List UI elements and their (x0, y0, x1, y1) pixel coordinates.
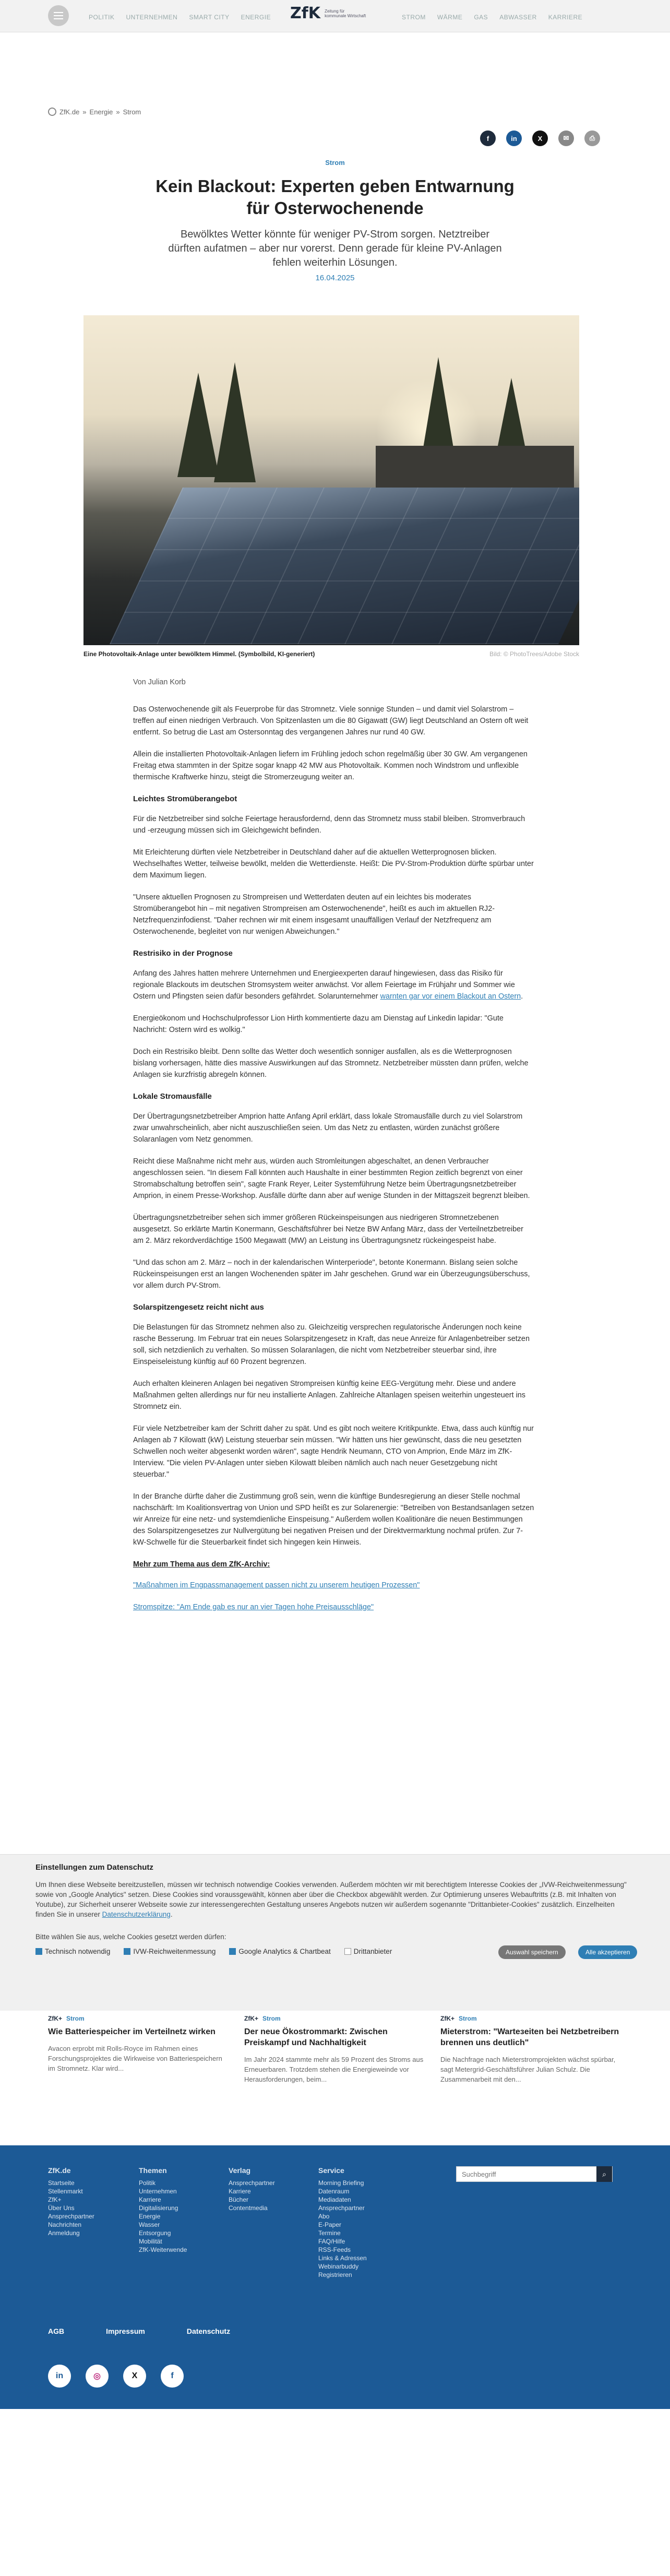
footer-link[interactable]: Morning Briefing (318, 2179, 364, 2187)
kicker-label: Strom (262, 2015, 281, 2022)
blackout-link[interactable]: warnten gar vor einem Blackout an Ostern (380, 992, 521, 1001)
privacy-link[interactable]: Datenschutzerklärung (102, 1910, 171, 1918)
option-label: Drittanbieter (353, 1948, 392, 1955)
footer-heading: Verlag (229, 2166, 251, 2175)
option-label: Google Analytics & Chartbeat (238, 1948, 331, 1955)
subheading: Leichtes Stromüberangebot (133, 794, 237, 803)
chevron-right-icon: » (82, 108, 87, 116)
footer-link[interactable]: Bücher (229, 2196, 249, 2203)
footer-link[interactable]: Contentmedia (229, 2204, 268, 2212)
breadcrumb-item[interactable]: Strom (123, 108, 141, 116)
related-articles (48, 2015, 622, 2084)
footer-link[interactable]: Stellenmarkt (48, 2188, 83, 2195)
footer-link[interactable]: Politik (139, 2179, 156, 2187)
paragraph: Energieökonom und Hochschulprofessor Lion Hirth kommentierte dazu am Dienstag auf Linkedin lapidar: "Gute Nachricht: Ostern wird es wolkig." (133, 1014, 504, 1034)
footer-link[interactable]: Nachrichten (48, 2221, 82, 2228)
nav-item[interactable]: STROM (402, 14, 426, 21)
paragraph: Reicht diese Maßnahme nicht mehr aus, würden auch Stromleitungen abgeschaltet, an denen Verbraucher angeschlossen seien. "In diesem Fall könnten auch Haushalte in einer bestimmten Region zeitlich begrenzt von einer Stromabschaltung betroffen sein", sagte Frank Reyer, Leiter Systemführung Netze beim Übertragungsnetzbetreiber Amprion, in einem Presse-Workshop. Ausfälle dürfte dann aber auf wenige Stunden in der Mittagszeit begrenzt bleiben. (133, 1157, 530, 1200)
card-teaser: Im Jahr 2024 stammte mehr als 59 Prozent des Stroms aus Erneuerbaren. Trotzdem stehen die Energieweinde vor Herausforderungen, beim... (244, 2056, 424, 2083)
related-card[interactable] (48, 2015, 229, 2084)
house-roof (376, 446, 574, 493)
footer-link[interactable]: Energie (139, 2213, 161, 2220)
footer-link[interactable]: Abo (318, 2213, 330, 2220)
paragraph: Für die Netzbetreiber sind solche Feiertage herausfordernd, denn das Stromnetz muss stabil bleiben. Stromverbrauch und -erzeugung müssen sich im Gleichgewicht befinden. (133, 815, 525, 835)
footer-link[interactable]: Datenraum (318, 2188, 350, 2195)
paragraph: Mit Erleichterung dürften viele Netzbetreiber in Deutschland daher auf die aktuellen Wetterprognosen blicken. Wechselhaftes Wetter, teilweise bewölkt, melden die Wetterdienste. Heißt: Die PV-Strom-Produktion dürfte spürbar unter dem Maximum liegen. (133, 848, 534, 880)
footer-link[interactable]: Karriere (229, 2188, 251, 2195)
paragraph: Übertragungsnetzbetreiber sehen sich immer größeren Rückeinspeisungen aus niedrigeren Stromnetzebenen ausgesetzt. So erklärte Martin Konermann, Geschäftsführer bei Netze BW Anfang März, dass der Verteilnetzbetreiber am 2. März rekordverdächtige 1500 Megawatt (MW) an Leistung ins Übertragungsnetz rückeingespeist habe. (133, 1214, 523, 1245)
article-title: Kein Blackout: Experten geben Entwarnung für Osterwochenende (155, 176, 515, 218)
hamburger-icon (54, 15, 63, 16)
article-date: 16.04.2025 (315, 274, 355, 282)
kicker-label: Strom (459, 2015, 477, 2022)
footer-link[interactable]: Ansprechpartner (318, 2204, 365, 2212)
card-teaser: Avacon erprobt mit Rolls-Royce im Rahmen eines Forschungsprojektes die Wirkweise von Batteriespeichern im Stromnetz. Klar wird... (48, 2045, 222, 2072)
kicker-label: Strom (66, 2015, 85, 2022)
nav-right (402, 14, 582, 21)
image-caption: Eine Photovoltaik-Anlage unter bewölktem Himmel. (Symbolbild, KI-generiert) (83, 650, 315, 658)
top-header (0, 0, 670, 32)
checkbox-checked-icon[interactable] (35, 1948, 42, 1955)
brand-badge: ZfK+ (244, 2015, 258, 2022)
share-bar (480, 130, 600, 146)
footer-link[interactable]: Über Uns (48, 2204, 75, 2212)
footer-heading: Service (318, 2166, 344, 2175)
card-title[interactable]: Mieterstrom: "Warteзeiten bei Netzbetreibern brennen uns deutlich" (440, 2027, 619, 2047)
footer-link[interactable]: Anmeldung (48, 2229, 80, 2237)
card-kicker (48, 2015, 229, 2022)
image-credit: Bild: © PhotoTrees/Adobe Stock (489, 650, 579, 658)
cookie-option-analytics[interactable] (229, 1948, 330, 1955)
paragraph: Für viele Netzbetreiber kam der Schritt daher zu spät. Und es gibt noch weitere Kritikpunkte. Etwa, dass auch künftig nur Anlagen ab 7 Kilowatt (kW) Leistung steuerbar sein müssen. "Wir hätten uns hier gewünscht, dass die neu gesetzten Schwellen noch weiter abgesenkt worden wären", sagte Hendrik Neumann, CTO von Amprion, Ende März im ZfK-Interview. "Die vielen PV-Anlagen unter sieben Kilowatt bleiben nämlich auch nach neuer Gesetzgebung nicht steuerbar." (133, 1424, 534, 1479)
paragraph: Auch erhalten kleineren Anlagen bei negativen Strompreisen künftig keine EEG-Vergütung mehr. Diese und andere Maßnahmen gelten allerdings nur für neu installierte Anlagen. Zahlreiche Altanlagen speisen weiterhin ungesteuert ins Stromnetz ein. (133, 1380, 525, 1411)
logo-subtitle: Zeitung für kommunale Wirtschaft (325, 8, 366, 18)
footer-social (48, 2365, 184, 2388)
footer-link[interactable]: Links & Adressen (318, 2254, 367, 2262)
card-title[interactable]: Der neue Ökostrommarkt: Zwischen Preiskampf und Nachhaltigkeit (244, 2027, 388, 2047)
paragraph: Die Belastungen für das Stromnetz nehmen also zu. Gleichzeitig versprechen regulatorische Änderungen noch keine rasche Besserung. Im Februar trat ein neues Solarspitzengesetz in Kraft, das neue Anreize für Anlagenbetreiber setzen soll, sich netzdienlich zu verhalten. So müssen Solaranlagen, die nicht vom Netzbetreiber steuerbar sind, ihre Einspeiseleistung künftig auf 60 Prozent begrenzen. (133, 1323, 530, 1366)
article-kicker: Strom (325, 159, 345, 167)
subheading: Solarspitzengesetz reicht nicht aus (133, 1303, 264, 1312)
solar-panels (110, 488, 579, 644)
footer-link[interactable]: Entsorgung (139, 2229, 171, 2237)
instagram-icon[interactable]: ◎ (86, 2365, 109, 2388)
footer-link[interactable]: Wasser (139, 2221, 160, 2228)
subheading: Restrisiko in der Prognose (133, 949, 233, 958)
nav-item[interactable]: ABWASSER (499, 14, 537, 21)
paragraph: Allein die installierten Photovoltaik-Anlagen liefern im Frühling jedoch schon regelmäßig über 30 GW. Am vergangenen Freitag etwa stammten in der Spitze sogar knapp 42 MW aus Photovoltaik. Kommen noch Windstrom und unflexible thermische Kraftwerke hinzu, steigt die Stromerzeugung weiter an. (133, 750, 528, 781)
facebook-icon[interactable]: f (480, 130, 496, 146)
cookie-text: Um Ihnen diese Webseite bereitzustellen, müssen wir technisch notwendige Cookies verwenden. Außerdem möchten wir mit berechtigtem Interesse Cookies der „IVW-Reichweitenmessung" sowie von „Google Analytics" setzen. Diese Cookies sind voraussgewählt, können aber über die Checkbox abgewählt werden. Zur Optimierung unseres Webauftritts (z.B. mit Inhalten von Youtube), zur Sicherheit unserer Webseite sowie zur interessengerechten Gestaltung unseres Angebots nutzen wir außerdem sogenannte "Drittanbieter-Cookies" zusätzlich. Einzelheiten finden Sie in unserer Datenschutzerklärung. (35, 1881, 627, 1918)
menu-button[interactable] (48, 5, 69, 26)
brand-badge: ZfK+ (440, 2015, 454, 2022)
breadcrumb (48, 108, 141, 116)
footer-link[interactable]: Ansprechpartner (229, 2179, 275, 2187)
logo-text: ZfK (290, 4, 321, 22)
paragraph: "Und das schon am 2. März – noch in der kalendarischen Winterperiode", betonte Konermann. Bislang seien solche Rückeinspeisungen erst an langen Wochenenden später im Jahr geschehen. Grund war ein Überzeugungsüberschuss, vor allem durch PV-Strom. (133, 1259, 530, 1290)
cookie-question: Bitte wählen Sie aus, welche Cookies gesetzt werden dürfen: (35, 1933, 226, 1941)
cookie-banner (0, 1854, 670, 2011)
more-heading: Mehr zum Thema aus dem ZfK-Archiv: (133, 1560, 270, 1569)
cookie-title: Einstellungen zum Datenschutz (35, 1863, 153, 1872)
brand-badge: ZfK+ (48, 2015, 62, 2022)
footer-link[interactable]: ZfK+ (48, 2196, 62, 2203)
site-logo[interactable] (290, 4, 366, 22)
breadcrumb-item[interactable]: Energie (89, 108, 113, 116)
footer-search (456, 2166, 613, 2182)
card-kicker (244, 2015, 425, 2022)
cookie-option-necessary[interactable] (35, 1948, 110, 1955)
footer-heading: Themen (139, 2166, 167, 2175)
author: Von Julian Korb (133, 678, 186, 686)
card-kicker (440, 2015, 621, 2022)
article-lead: Bewölktes Wetter könnte für weniger PV-Strom sorgen. Netztreiber dürften aufatmen – aber nur vorerst. Denn gerade für kleine PV-Anlagen fehlen weiterhin Lösungen. (168, 229, 502, 268)
accept-all-button[interactable]: Alle akzeptieren (578, 1945, 637, 1959)
footer-heading: ZfK.de (48, 2166, 71, 2175)
card-teaser: Die Nachfrage nach Mieterstromprojekten wächst spürbar, sagt Metergrid-Geschäftsführer Julian Schulz. Die Zusammenarbeit mit den... (440, 2056, 616, 2083)
paragraph: Doch ein Restrisiko bleibt. Denn sollte das Wetter doch wesentlich sonniger ausfallen, als es die Wetterprognosen bislang vorhersagen, hätte dies massive Auswirkungen auf das Stromnetz. Netzbetreiber müssten dann prüfen, welche Anlagen sie kurzfristig abregeln können. (133, 1048, 529, 1079)
agb-link[interactable]: AGB (48, 2327, 65, 2335)
print-icon[interactable]: ⎙ (584, 130, 600, 146)
checkbox-checked-icon[interactable] (124, 1948, 130, 1955)
paragraph: Anfang des Jahres hatten mehrere Unternehmen und Energieexperten darauf hingewiesen, dass das Risiko für regionale Blackouts im deutschen Stromsystem weiter anwächst. Vor allem Feiertage im Frühjahr und Sommer wie Ostern und Pfingsten seien dafür besonders gefährdet. Solarunternehmer warnten gar vor einem Blackout an Ostern. (133, 969, 523, 1001)
footer-link[interactable]: Registrieren (318, 2271, 352, 2278)
nav-item[interactable]: UNTERNEHMEN (126, 14, 178, 21)
card-title[interactable]: Wie Batteriespeicher im Verteilnetz wirken (48, 2027, 216, 2036)
footer-link[interactable]: Unternehmen (139, 2188, 177, 2195)
option-label: IVW-Reichweitenmessung (133, 1948, 216, 1955)
footer-link[interactable]: Karriere (139, 2196, 161, 2203)
footer-link[interactable]: Termine (318, 2229, 341, 2237)
footer-link[interactable]: Ansprechpartner (48, 2213, 94, 2220)
nav-item[interactable]: WÄRME (437, 14, 463, 21)
nav-left (89, 14, 271, 21)
nav-item[interactable]: KARRIERE (548, 14, 583, 21)
save-selection-button[interactable]: Auswahl speichern (498, 1945, 566, 1959)
facebook-icon[interactable]: f (161, 2365, 184, 2388)
subheading: Lokale Stromausfälle (133, 1092, 212, 1101)
cookie-option-third-party[interactable] (344, 1948, 392, 1955)
footer-link[interactable]: Startseite (48, 2179, 75, 2187)
x-icon[interactable]: X (123, 2365, 146, 2388)
paragraph: In der Branche dürfte daher die Zustimmung groß sein, wenn die künftige Bundesregierung an dieser Stelle nochmal nachschärft: Im Koalitionsvertrag von Union und SPD heißt es zur Solarenergie: "Betreiben von Bestandsanlagen setzen wir Anreize für eine netz- und systemdienliche Einspeisung." Außerdem wollen Koalitionäre die neuen Bestimmungen des Solarspitzengesetzes zur Nullvergütung bei negativen Preisen und der Direktvermarktung nochmal prüfen. Zur 7-kW-Schwelle für die Steuerbarkeit findet sich hingegen kein Hinweis. (133, 1492, 534, 1547)
footer-col-themen (139, 2166, 187, 2254)
footer-link[interactable]: Mobilität (139, 2238, 162, 2245)
tree-shape (214, 362, 256, 482)
tree-shape (177, 373, 219, 477)
footer-link[interactable]: E-Paper (318, 2221, 342, 2228)
footer-link[interactable]: Webinarbuddy (318, 2263, 359, 2270)
footer-col-zfk (48, 2166, 94, 2237)
cookie-body: Um Ihnen diese Webseite bereitzustellen, müssen wir technisch notwendige Cookies verwenden. Außerdem möchten wir mit berechtigtem Interesse Cookies der „IVW-Reichweitenmessung" sowie von „Google Analytics" setzen. Diese Cookies sind voraussgewählt, können aber über die Checkbox abgewählt werden. Zur Optimierung unseres Webauftritts (z.B. mit Inhalten von Youtube), zur Sicherheit unserer Webseite sowie zur interessengerechten Gestaltung unseres Angebots nutzen wir außerdem sogenannte "Drittanbieter-Cookies" zusätzlich. Einzelheiten finden Sie in unserer (35, 1881, 627, 1918)
archive-link[interactable]: Stromspitze: "Am Ende gab es nur an vier Tagen hohe Preisausschläge" (133, 1603, 374, 1611)
paragraph: Das Osterwochenende gilt als Feuerprobe für das Stromnetz. Viele sonnige Stunden – und damit viel Solarstrom – treffen auf einen niedrigen Verbrauch. Von Spitzenlasten um die 80 Gigawatt (GW) liegt Deutschland an Ostern oft weit entfernt. So betrug die Last am Ostersonntag des vergangenen Jahres nur rund 40 GW. (133, 705, 529, 737)
option-label: Technisch notwendig (45, 1948, 111, 1955)
paragraph-text: Anfang des Jahres hatten mehrere Unternehmen und Energieexperten darauf hingewiesen, dass das Risiko für regionale Blackouts im deutschen Stromsystem weiter anwächst. Vor allem Feiertage im Frühjahr und Sommer wie Ostern und Pfingsten seien dafür besonders gefährdet. Solarunternehmer (133, 969, 515, 1001)
chevron-right-icon: » (116, 108, 120, 116)
search-icon[interactable]: ⌕ (596, 2166, 612, 2182)
datenschutz-link[interactable]: Datenschutz (186, 2327, 231, 2335)
search-input[interactable] (457, 2167, 596, 2181)
footer-col-service (318, 2166, 367, 2279)
footer-legal-links (48, 2327, 230, 2335)
nav-item[interactable]: SMART CITY (189, 14, 230, 21)
footer-link[interactable]: Digitalisierung (139, 2204, 178, 2212)
linkedin-icon[interactable]: in (506, 130, 522, 146)
archive-link[interactable]: "Maßnahmen im Engpassmanagement passen nicht zu unserem heutigen Prozessen" (133, 1581, 420, 1589)
related-card[interactable] (440, 2015, 621, 2084)
nav-item[interactable]: GAS (474, 14, 488, 21)
article-body (133, 676, 535, 1623)
paragraph: Der Übertragungsnetzbetreiber Amprion hatte Anfang April erklärt, dass lokale Stromausfälle durch zu viel Solarstrom zwar unwahrscheinlich, aber nicht auszuschließen seien. Um das Netz zu entlasten, würden zunächst größere Solaranlagen vom Netz genommen. (133, 1112, 523, 1144)
checkbox-checked-icon[interactable] (229, 1948, 236, 1955)
impressum-link[interactable]: Impressum (106, 2327, 145, 2335)
cookie-options (35, 1948, 392, 1955)
breadcrumb-item[interactable]: ZfK.de (59, 108, 80, 116)
paragraph: "Unsere aktuellen Prognosen zu Strompreisen und Wetterdaten deuten auf ein leichtes bis moderates Stromüberangebot hin – mit negativen Strompreisen am Osterwochenende", heißt es auch im aktuellen RJ2-Netzfrequenzinfodienst. "Daher rechnen wir mit einem insgesamt unauffälligen Verlauf der Netzfrequenz am Osterwochenende, begleitet von nur wenigen Abweichungen." (133, 893, 495, 936)
footer-link[interactable]: Mediadaten (318, 2196, 351, 2203)
x-icon[interactable]: X (532, 130, 548, 146)
cookie-option-ivw[interactable] (124, 1948, 216, 1955)
nav-item[interactable]: ENERGIE (241, 14, 271, 21)
footer-link[interactable]: ZfK-Weiterwende (139, 2246, 187, 2253)
footer-link[interactable]: FAQ/Hilfe (318, 2238, 345, 2245)
site-footer (0, 2145, 670, 2409)
nav-item[interactable]: POLITIK (89, 14, 115, 21)
footer-link[interactable]: RSS-Feeds (318, 2246, 351, 2253)
footer-col-verlag (229, 2166, 275, 2212)
home-icon[interactable] (48, 108, 56, 116)
hero-image (83, 315, 579, 645)
mail-icon[interactable]: ✉ (558, 130, 574, 146)
checkbox-icon[interactable] (344, 1948, 351, 1955)
linkedin-icon[interactable]: in (48, 2365, 71, 2388)
related-card[interactable] (244, 2015, 425, 2084)
